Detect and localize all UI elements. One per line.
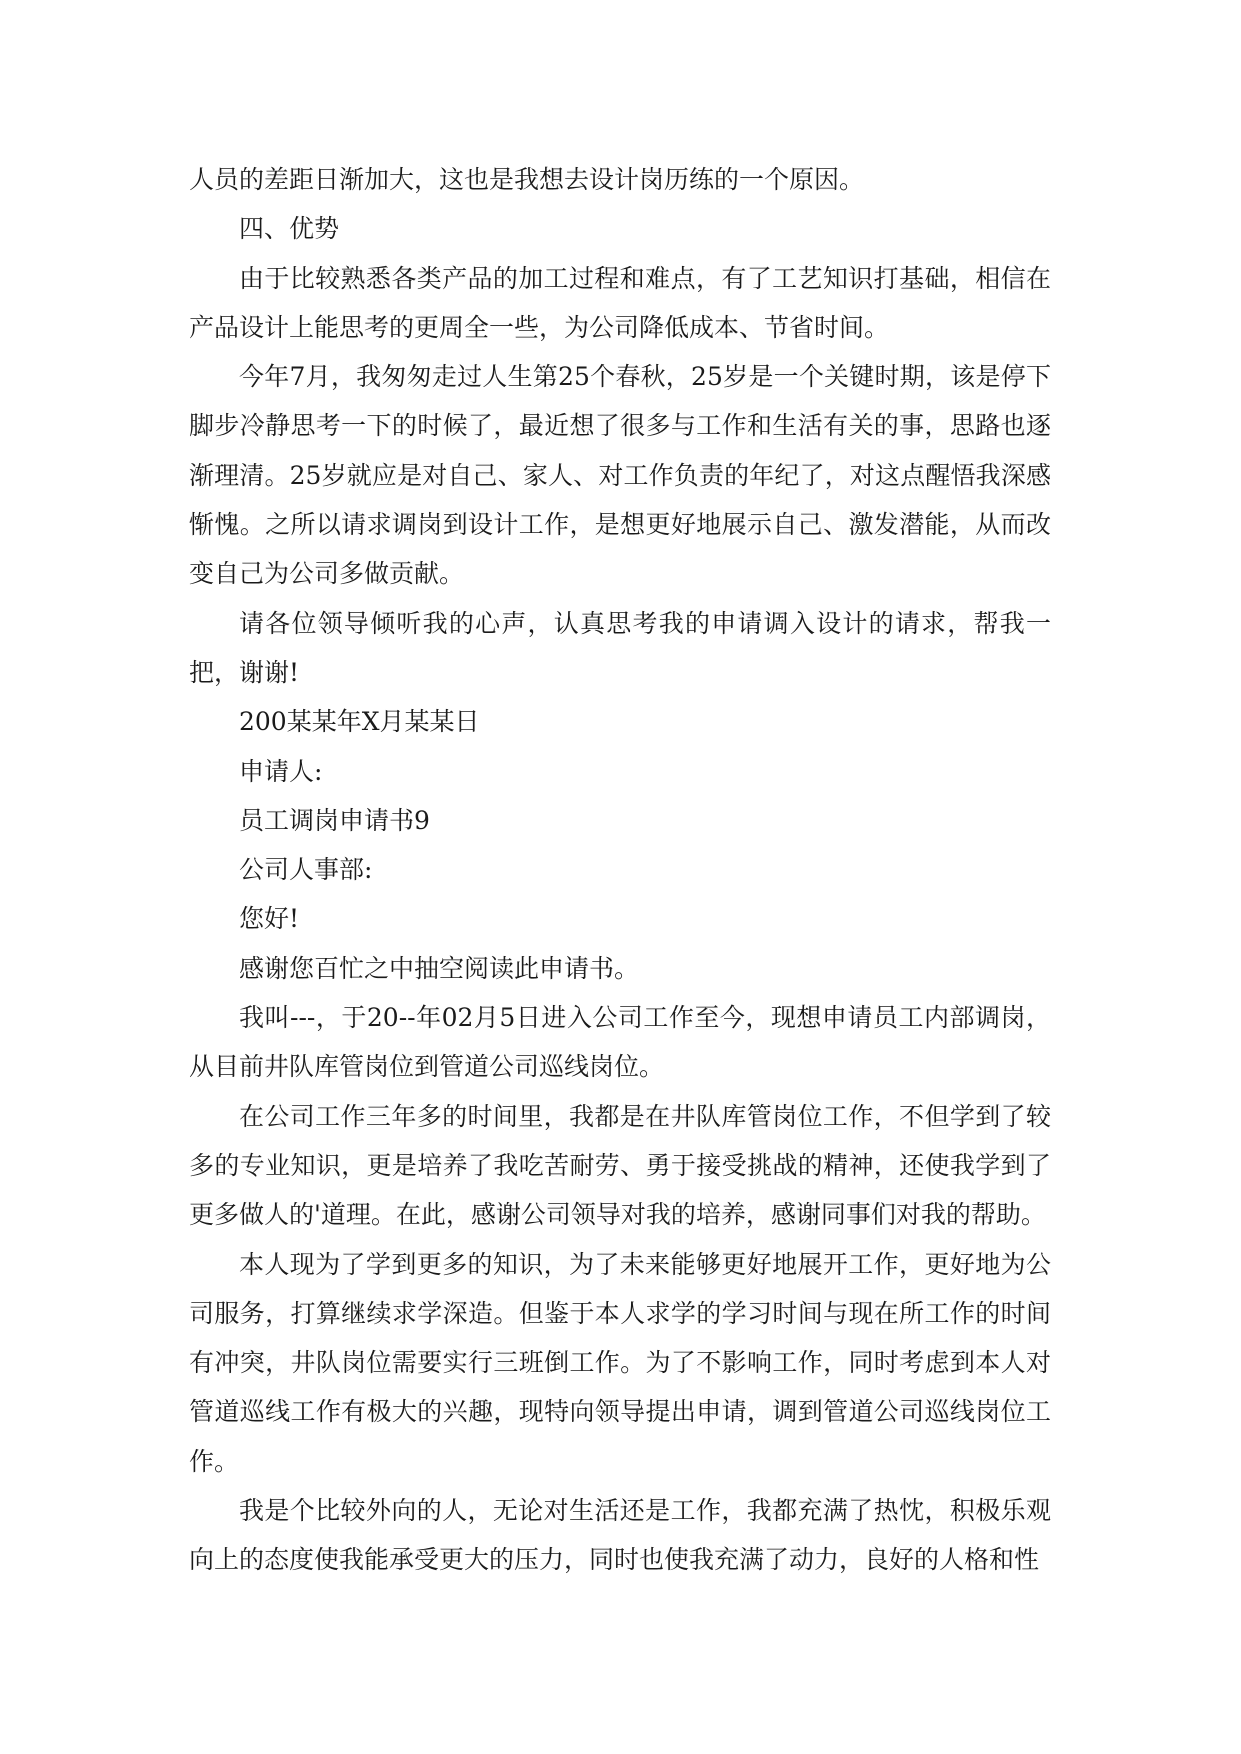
applicant-line: 申请人: [239,756,323,786]
section-heading-advantages: 四、优势 [239,214,340,244]
greeting-line: 您好! [239,904,300,934]
document-body [189,155,1051,1585]
date-line: 200某某年X月某某日 [239,707,480,737]
paragraph-advantage: 由于比较熟悉各类产品的加工过程和难点，有了工艺知识打基础，相信在产品设计上能思考的更周全一些，为公司降低成本、节省时间。 [189,263,1051,342]
paragraph-personality: 我是个比较外向的人，无论对生活还是工作，我都充满了热忱，积极乐观向上的态度使我能承受更大的压力，同时也使我充满了动力，良好的人格和性 [189,1496,1051,1575]
recipient-line: 公司人事部: [239,855,373,885]
paragraph-experience: 在公司工作三年多的时间里，我都是在井队库管岗位工作，不但学到了较多的专业知识，更是培养了我吃苦耐劳、勇于接受挑战的精神，还使我学到了更多做人的'道理。在此，感谢公司领导对我的培养，感谢同事们对我的帮助。 [189,1101,1051,1230]
paragraph-gap-reason: 人员的差距日渐加大，这也是我想去设计岗历练的一个原因。 [189,165,865,194]
thanks-line: 感谢您百忙之中抽空阅读此申请书。 [239,953,640,983]
paragraph-request: 请各位领导倾听我的心声，认真思考我的申请调入设计的请求，帮我一把，谢谢! [189,608,1051,687]
paragraph-introduction: 我叫---，于20--年02月5日进入公司工作至今，现想申请员工内部调岗，从目前井队库管岗位到管道公司巡线岗位。 [189,1003,1051,1082]
letter-title: 员工调岗申请书9 [239,805,430,835]
paragraph-reflection: 今年7月，我匆匆走过人生第25个春秋，25岁是一个关键时期，该是停下脚步冷静思考一下的时候了，最近想了很多与工作和生活有关的事，思路也逐渐理清。25岁就应是对自己、家人、对工作负责的年纪了，对这点醒悟我深感惭愧。之所以请求调岗到设计工作，是想更好地展示自己、激发潜能，从而改变自己为公司多做贡献。 [189,362,1051,589]
paragraph-motivation: 本人现为了学到更多的知识，为了未来能够更好地展开工作，更好地为公司服务，打算继续求学深造。但鉴于本人求学的学习时间与现在所工作的时间有冲突，井队岗位需要实行三班倒工作。为了不影响工作，同时考虑到本人对管道巡线工作有极大的兴趣，现特向领导提出申请，调到管道公司巡线岗位工作。 [189,1249,1051,1476]
